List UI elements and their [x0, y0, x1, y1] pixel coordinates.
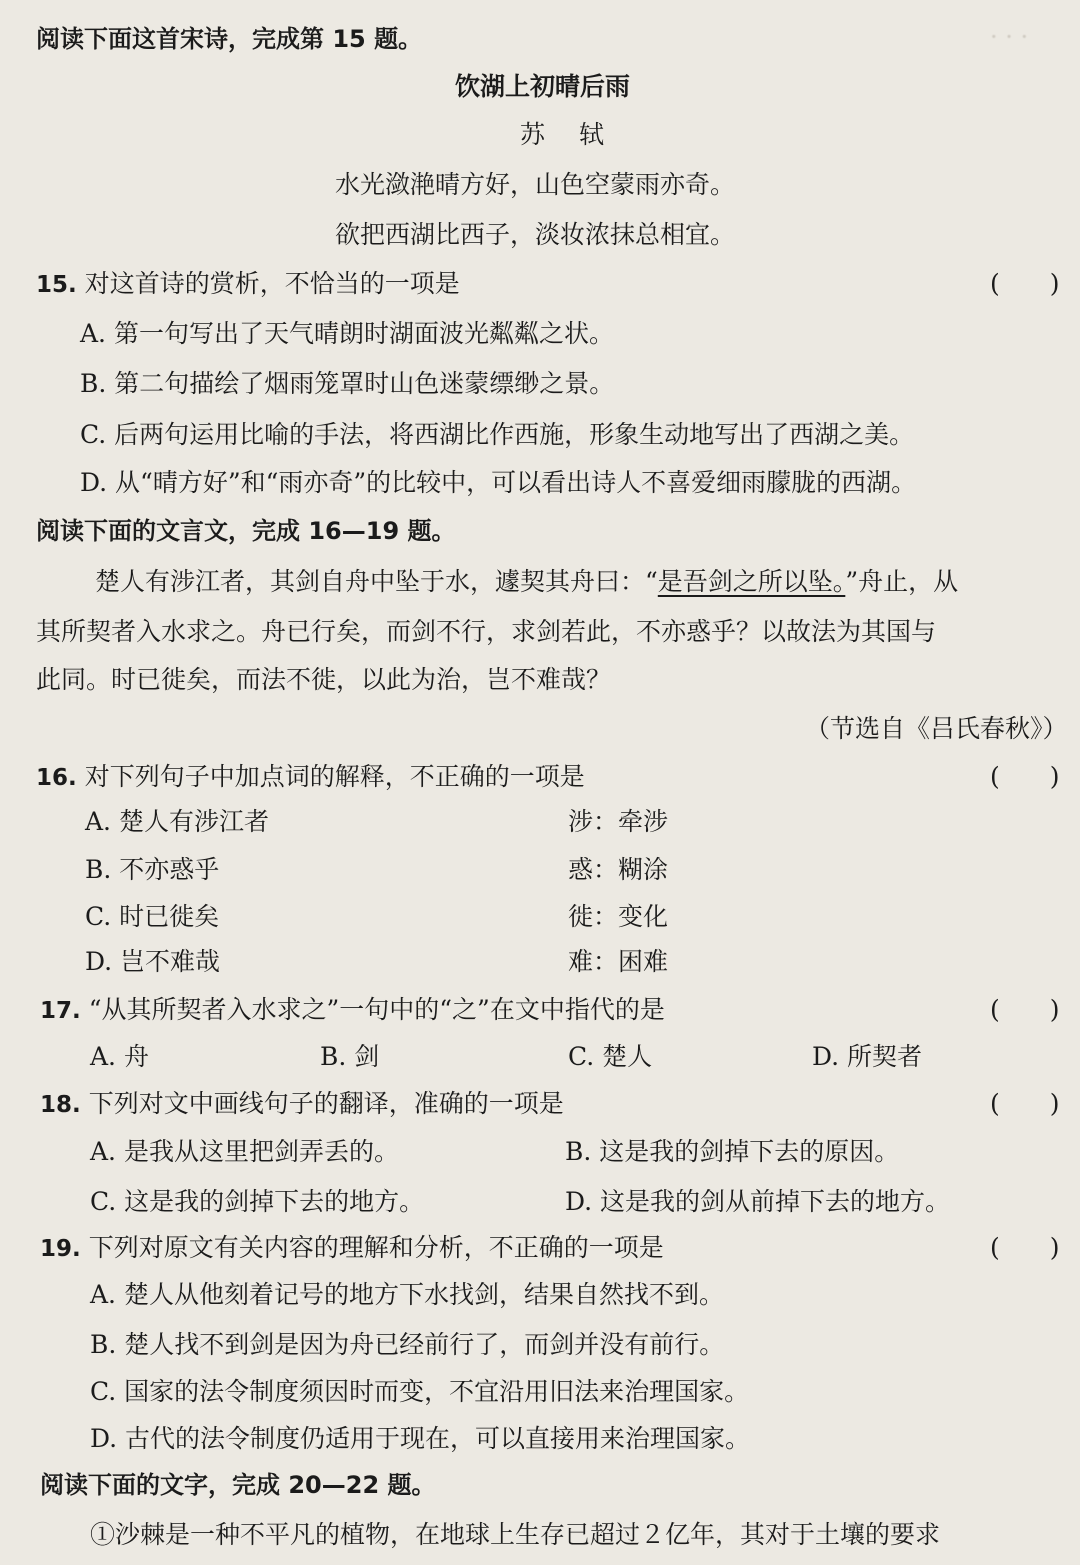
poem-title: 饮湖上初晴后雨 — [455, 72, 631, 101]
option-b: B. 楚人找不到剑是因为舟已经前行了，而剑并没有前行。 — [90, 1330, 725, 1359]
instruction-reading: 阅读下面的文字，完成 20—22 题。 — [40, 1471, 436, 1499]
answer-bracket: ( ) — [990, 995, 1060, 1024]
option-a-sentence: A. 楚人有涉江者 — [85, 807, 269, 836]
option-d-sentence: D. 岂不难哉 — [85, 947, 221, 976]
passage-text: ”舟止，从 — [845, 567, 959, 596]
question-text: 对下列句子中加点词的解释，不正确的一项是 — [84, 762, 585, 791]
option-b-explanation: 惑：糊涂 — [568, 855, 669, 884]
bleed-through-text: · · · — [990, 23, 1029, 51]
poem-author: 苏轼 — [520, 120, 639, 149]
option-d: D. 所契者 — [812, 1042, 923, 1071]
passage-line-2: 其所契者入水求之。舟已行矣，而剑不行，求剑若此，不亦惑乎？以故法为其国与 — [36, 617, 937, 646]
instruction-classical: 阅读下面的文言文，完成 16—19 题。 — [36, 517, 456, 545]
poem-line-1: 水光潋滟晴方好，山色空蒙雨亦奇。 — [335, 170, 736, 199]
option-a-explanation: 涉：牵涉 — [568, 807, 669, 836]
question-number: 16. — [36, 765, 77, 791]
passage-text: 楚人有涉江者，其剑自舟中坠于水，遽契其舟曰：“ — [95, 567, 658, 596]
option-c-sentence: C. 时已徙矣 — [85, 902, 220, 931]
option-c: C. 这是我的剑掉下去的地方。 — [90, 1187, 425, 1216]
question-17-stem — [40, 993, 665, 1028]
option-a: A. 是我从这里把剑弄丢的。 — [90, 1137, 399, 1166]
underlined-sentence: 是吾剑之所以坠。 — [657, 567, 846, 596]
option-c: C. 国家的法令制度须因时而变，不宜沿用旧法来治理国家。 — [90, 1377, 750, 1406]
question-text: 对这首诗的赏析，不恰当的一项是 — [84, 269, 460, 298]
option-b-sentence: B. 不亦惑乎 — [85, 855, 220, 884]
answer-bracket: ( ) — [990, 762, 1060, 791]
question-number: 18. — [40, 1092, 81, 1118]
question-number: 15. — [36, 272, 77, 298]
option-b: B. 剑 — [320, 1042, 380, 1071]
answer-bracket: ( ) — [990, 1089, 1060, 1118]
passage-line-3: 此同。时已徙矣，而法不徙，以此为治，岂不难哉？ — [36, 665, 612, 694]
option-a: A. 第一句写出了天气晴朗时湖面波光粼粼之状。 — [80, 319, 614, 348]
question-text: 下列对原文有关内容的理解和分析，不正确的一项是 — [88, 1233, 664, 1262]
question-number: 19. — [40, 1236, 81, 1262]
poem-line-2: 欲把西湖比西子，淡妆浓抹总相宜。 — [335, 220, 736, 249]
option-c: C. 楚人 — [568, 1042, 653, 1071]
question-text: “从其所契者入水求之”一句中的“之”在文中指代的是 — [88, 995, 665, 1024]
option-b: B. 这是我的剑掉下去的原因。 — [565, 1137, 900, 1166]
option-c: C. 后两句运用比喻的手法，将西湖比作西施，形象生动地写出了西湖之美。 — [80, 420, 915, 449]
option-c-explanation: 徙：变化 — [568, 902, 669, 931]
question-15-stem — [36, 267, 460, 302]
option-a: A. 舟 — [90, 1042, 149, 1071]
instruction-poem: 阅读下面这首宋诗，完成第 15 题。 — [36, 25, 423, 53]
option-b: B. 第二句描绘了烟雨笼罩时山色迷蒙缥缈之景。 — [80, 369, 615, 398]
option-d: D. 这是我的剑从前掉下去的地方。 — [565, 1187, 951, 1216]
answer-bracket: ( ) — [990, 1233, 1060, 1262]
passage-source: （节选自《吕氏春秋》） — [805, 714, 1068, 743]
reading-paragraph-1: ①沙棘是一种不平凡的植物，在地球上生存已超过２亿年，其对于土壤的要求 — [90, 1520, 941, 1549]
option-d: D. 古代的法令制度仍适用于现在，可以直接用来治理国家。 — [90, 1424, 751, 1453]
question-19-stem — [40, 1231, 664, 1266]
answer-bracket: ( ) — [990, 269, 1060, 298]
question-18-stem — [40, 1087, 564, 1122]
question-number: 17. — [40, 998, 81, 1024]
question-text: 下列对文中画线句子的翻译，准确的一项是 — [88, 1089, 564, 1118]
question-16-stem — [36, 760, 585, 795]
option-d: D. 从“晴方好”和“雨亦奇”的比较中，可以看出诗人不喜爱细雨朦胧的西湖。 — [80, 468, 917, 497]
option-a: A. 楚人从他刻着记号的地方下水找剑，结果自然找不到。 — [90, 1280, 724, 1309]
option-d-explanation: 难：困难 — [568, 947, 669, 976]
passage-line-1 — [95, 565, 958, 599]
